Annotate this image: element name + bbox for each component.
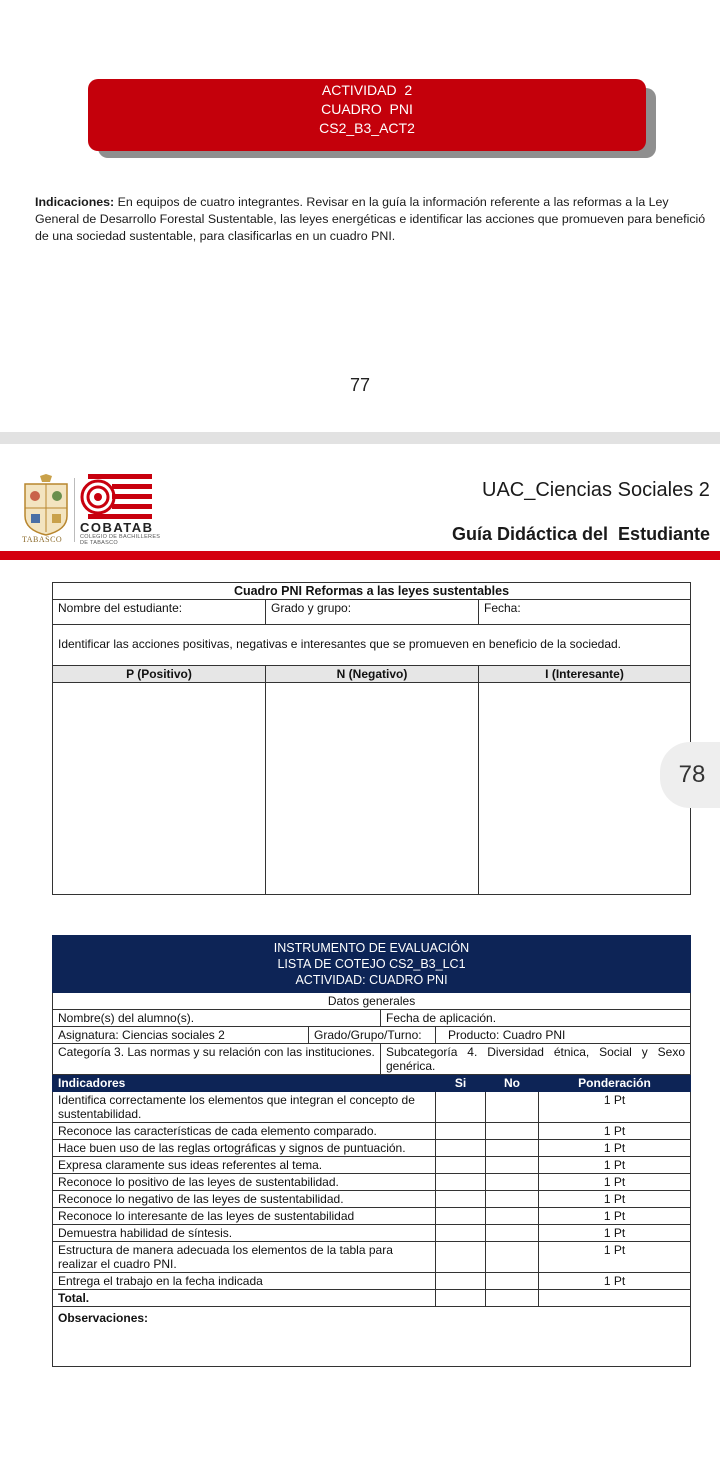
indications-text: En equipos de cuatro integrantes. Revisar en la guía la información referente a las reformas a la Ley General de Desarrollo Forestal Sustentable, las leyes energéticas e identificar las acciones que promueven para benefició de una sociedad sustentable, para clasificarlas en un cuadro PNI. <box>35 195 706 243</box>
table-row <box>53 1174 691 1191</box>
table-row <box>53 1242 691 1273</box>
table-row <box>53 1273 691 1290</box>
indicator-text: Expresa claramente sus ideas referentes al tema. <box>53 1157 436 1174</box>
page-separator <box>0 432 720 444</box>
activity-title: CUADRO PNI <box>321 101 413 117</box>
no-check-cell[interactable] <box>486 1157 539 1174</box>
yes-check-cell[interactable] <box>436 1273 486 1290</box>
pni-negative-cell[interactable] <box>266 683 479 895</box>
indicator-points: 1 Pt <box>539 1123 691 1140</box>
yes-check-cell[interactable] <box>436 1092 486 1123</box>
cobatab-subtitle <box>80 534 160 546</box>
table-row <box>53 1208 691 1225</box>
yes-check-cell[interactable] <box>436 1174 486 1191</box>
weight-header: Ponderación <box>539 1075 691 1092</box>
pni-col-positive: P (Positivo) <box>53 666 266 683</box>
page-number: 77 <box>349 375 371 395</box>
no-check-cell[interactable] <box>486 1191 539 1208</box>
pni-col-interesting: I (Interesante) <box>479 666 691 683</box>
no-check-cell[interactable] <box>486 1242 539 1273</box>
uac-title: UAC_Ciencias Sociales 2 <box>482 479 710 501</box>
indicator-text: Reconoce lo positivo de las leyes de sustentabilidad. <box>53 1174 436 1191</box>
table-row <box>53 1225 691 1242</box>
indicator-text: Estructura de manera adecuada los elementos de la tabla para realizar el cuadro PNI. <box>53 1242 436 1273</box>
indicator-text: Reconoce lo interesante de las leyes de sustentabilidad <box>53 1208 436 1225</box>
activity-banner <box>88 79 646 151</box>
cobatab-subtitle-line1: COLEGIO DE BACHILLERES <box>80 534 161 540</box>
indicator-points: 1 Pt <box>539 1208 691 1225</box>
pni-table <box>52 582 690 895</box>
page-77 <box>0 0 720 432</box>
page-number-tab: 78 <box>660 742 720 808</box>
observations-field[interactable]: Observaciones: <box>53 1307 691 1367</box>
checklist-code: LISTA DE COTEJO CS2_B3_LC1 <box>277 957 466 971</box>
pni-col-negative: N (Negativo) <box>266 666 479 683</box>
application-date-field[interactable]: Fecha de aplicación. <box>381 1010 691 1027</box>
total-yes-cell[interactable] <box>436 1290 486 1307</box>
table-row <box>53 1092 691 1123</box>
indicators-header: Indicadores <box>53 1075 436 1092</box>
cobatab-name: COBATAB <box>80 520 154 535</box>
no-check-cell[interactable] <box>486 1092 539 1123</box>
indicator-points: 1 Pt <box>539 1174 691 1191</box>
evaluation-header <box>53 936 691 993</box>
product-field: Producto: Cuadro PNI <box>436 1027 691 1044</box>
indicator-points: 1 Pt <box>539 1092 691 1123</box>
activity-code: CS2_B3_ACT2 <box>319 120 415 136</box>
student-name-field[interactable]: Nombre del estudiante: <box>53 600 266 625</box>
no-check-cell[interactable] <box>486 1140 539 1157</box>
total-no-cell[interactable] <box>486 1290 539 1307</box>
no-check-cell[interactable] <box>486 1273 539 1290</box>
no-check-cell[interactable] <box>486 1123 539 1140</box>
indicator-points: 1 Pt <box>539 1191 691 1208</box>
logo-divider <box>74 478 75 542</box>
yes-check-cell[interactable] <box>436 1208 486 1225</box>
table-row <box>53 1157 691 1174</box>
pni-positive-cell[interactable] <box>53 683 266 895</box>
indicator-points: 1 Pt <box>539 1225 691 1242</box>
pni-instruction: Identificar las acciones positivas, negativas e interesantes que se promueven en beneficio de la sociedad. <box>53 625 691 666</box>
total-points-cell[interactable] <box>539 1290 691 1307</box>
general-data-heading: Datos generales <box>53 993 691 1010</box>
yes-check-cell[interactable] <box>436 1242 486 1273</box>
table-row <box>53 1123 691 1140</box>
indicator-text: Reconoce lo negativo de las leyes de sustentabilidad. <box>53 1191 436 1208</box>
no-check-cell[interactable] <box>486 1174 539 1191</box>
grade-group-shift-field[interactable]: Grado/Grupo/Turno: <box>309 1027 436 1044</box>
indicator-points: 1 Pt <box>539 1242 691 1273</box>
yes-check-cell[interactable] <box>436 1123 486 1140</box>
no-header: No <box>486 1075 539 1092</box>
total-label: Total. <box>53 1290 436 1307</box>
yes-header: Si <box>436 1075 486 1092</box>
subcategory-field: Subcategoría 4. Diversidad étnica, Social y Sexo genérica. <box>381 1044 691 1075</box>
header-logos <box>22 472 172 546</box>
activity-name: ACTIVIDAD: CUADRO PNI <box>295 973 448 987</box>
indicator-text: Reconoce las características de cada elemento comparado. <box>53 1123 436 1140</box>
date-field[interactable]: Fecha: <box>479 600 691 625</box>
indicator-text: Hace buen uso de las reglas ortográficas y signos de puntuación. <box>53 1140 436 1157</box>
no-check-cell[interactable] <box>486 1225 539 1242</box>
subject-field: Asignatura: Ciencias sociales 2 <box>53 1027 309 1044</box>
page-78 <box>0 444 720 1465</box>
indicator-text: Demuestra habilidad de síntesis. <box>53 1225 436 1242</box>
tabasco-seal-icon <box>22 474 70 536</box>
category-field: Categoría 3. Las normas y su relación con las instituciones. <box>53 1044 381 1075</box>
cobatab-logo-icon <box>78 472 158 522</box>
header-red-bar <box>0 551 720 560</box>
indicator-text: Entrega el trabajo en la fecha indicada <box>53 1273 436 1290</box>
yes-check-cell[interactable] <box>436 1157 486 1174</box>
yes-check-cell[interactable] <box>436 1191 486 1208</box>
table-row <box>53 1191 691 1208</box>
indications-label: Indicaciones: <box>35 195 115 209</box>
activity-number: ACTIVIDAD 2 <box>321 82 413 98</box>
seal-caption: TABASCO <box>22 535 63 544</box>
evaluation-title: INSTRUMENTO DE EVALUACIÓN <box>273 941 470 955</box>
yes-check-cell[interactable] <box>436 1225 486 1242</box>
no-check-cell[interactable] <box>486 1208 539 1225</box>
guide-title: Guía Didáctica del Estudiante <box>452 524 711 544</box>
yes-check-cell[interactable] <box>436 1140 486 1157</box>
students-name-field[interactable]: Nombre(s) del alumno(s). <box>53 1010 381 1027</box>
cobatab-subtitle-line2: DE TABASCO <box>80 540 118 546</box>
pni-interesting-cell[interactable] <box>479 683 691 895</box>
indicator-points: 1 Pt <box>539 1273 691 1290</box>
indications-paragraph <box>35 194 715 245</box>
evaluation-checklist <box>52 935 690 1367</box>
pni-table-title: Cuadro PNI Reformas a las leyes sustentables <box>53 583 691 600</box>
indicator-points: 1 Pt <box>539 1140 691 1157</box>
grade-group-field[interactable]: Grado y grupo: <box>266 600 479 625</box>
indicator-points: 1 Pt <box>539 1157 691 1174</box>
table-row <box>53 1140 691 1157</box>
indicator-text: Identifica correctamente los elementos que integran el concepto de sustentabilidad. <box>53 1092 436 1123</box>
